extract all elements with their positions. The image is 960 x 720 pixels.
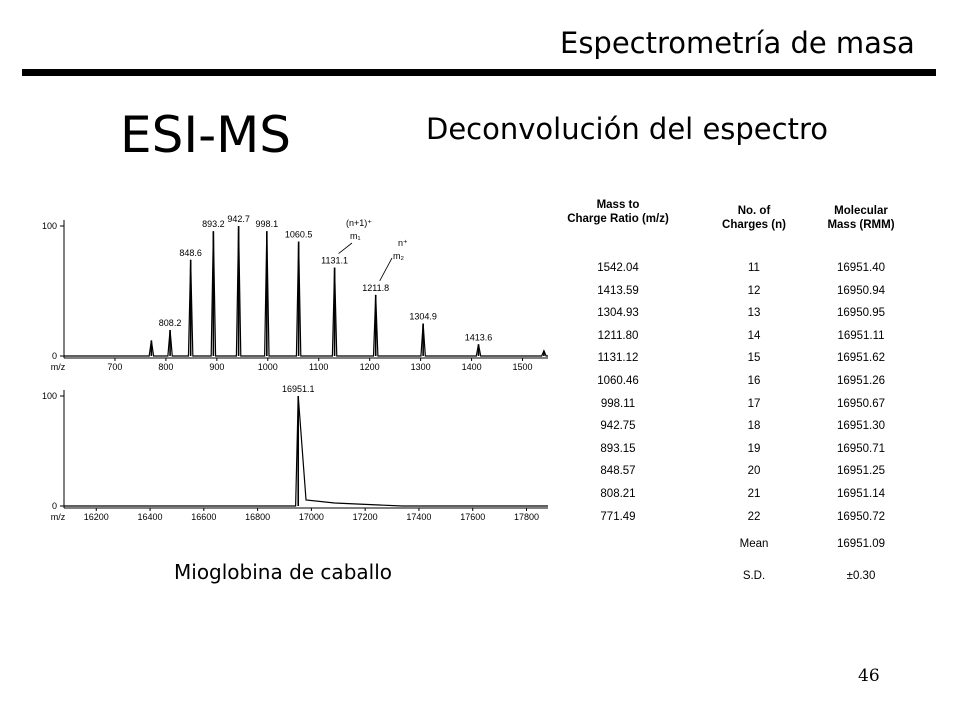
summary-label: S.D. <box>742 570 766 582</box>
x-tick-label: 1200 <box>359 362 380 372</box>
cell-mass: 16950.94 <box>837 284 885 297</box>
cell-mz: 1060.46 <box>597 375 639 387</box>
x-tick-label: 17600 <box>460 512 486 522</box>
x-tick-label: 800 <box>158 362 174 372</box>
cell-mass: 16950.72 <box>837 510 885 523</box>
x-tick-label: 17000 <box>298 512 324 522</box>
x-tick-label: 17200 <box>352 512 378 522</box>
spectrum-trace <box>64 396 548 506</box>
peak-label: 1211.8 <box>362 282 390 293</box>
peak-label: 16951.1 <box>281 384 315 394</box>
x-tick-label: 17800 <box>513 512 540 522</box>
cell-mass: 16951.30 <box>837 420 885 433</box>
charge-state-annotation: n⁺ <box>398 238 408 248</box>
cell-mz: 848.57 <box>600 465 636 478</box>
table-header-charges: No. of Charges (n) <box>722 205 786 231</box>
x-tick-label: 1400 <box>461 362 482 372</box>
cell-mz: 1413.59 <box>597 284 639 297</box>
x-tick-label: 1500 <box>512 362 533 372</box>
x-axis-label: m/z <box>50 362 66 372</box>
cell-mz: 1542.04 <box>597 262 639 274</box>
peak-label: 808.2 <box>158 318 182 328</box>
cell-mass: 16951.26 <box>837 375 885 387</box>
mass-annotation: m₁ <box>350 231 361 241</box>
cell-charges: 21 <box>747 488 761 500</box>
deconvoluted-mass-chart <box>0 0 560 540</box>
peak-label: 1060.5 <box>284 229 313 240</box>
table-header-mass: Molecular Mass (RMM) <box>827 205 895 231</box>
cell-charges: 12 <box>747 284 761 297</box>
peak-label: 1131.1 <box>321 255 349 266</box>
cell-mz: 1211.80 <box>597 329 639 342</box>
cell-mass: 16950.67 <box>837 397 885 410</box>
cell-mass: 16951.40 <box>837 262 885 274</box>
cell-mz: 1131.12 <box>597 352 639 365</box>
cell-mass: 16950.95 <box>837 307 885 320</box>
cell-charges: 17 <box>747 397 761 410</box>
x-tick-label: 1300 <box>410 362 431 372</box>
summary-value: ±0.30 <box>846 570 876 582</box>
y-tick-label: 0 <box>51 501 57 511</box>
charge-state-table <box>556 196 916 596</box>
peak-label: 1304.9 <box>409 311 437 322</box>
cell-charges: 20 <box>747 465 761 478</box>
x-tick-label: 900 <box>209 362 225 372</box>
cell-mz: 771.49 <box>600 510 636 523</box>
cell-mass: 16951.11 <box>837 329 885 342</box>
slide-title: ESI-MS <box>120 106 291 164</box>
cell-mass: 16950.71 <box>837 442 885 455</box>
cell-mz: 998.11 <box>600 397 636 410</box>
x-tick-label: 17400 <box>406 512 432 522</box>
charge-state-annotation: (n+1)⁺ <box>346 218 373 228</box>
cell-charges: 18 <box>747 420 761 433</box>
cell-mass: 16951.14 <box>837 488 885 500</box>
peak-label: 893.2 <box>202 219 225 230</box>
mass-annotation: m₂ <box>393 251 404 261</box>
cell-charges: 22 <box>747 510 761 523</box>
x-tick-label: 16800 <box>245 512 271 522</box>
cell-mz: 893.15 <box>600 442 636 455</box>
slide-subtitle: Deconvolución del espectro <box>426 112 828 146</box>
x-tick-label: 16600 <box>191 512 217 522</box>
cell-charges: 13 <box>747 307 761 320</box>
cell-charges: 14 <box>747 329 761 342</box>
x-tick-label: 16400 <box>137 512 163 522</box>
table-header-mz: Mass to Charge Ratio (m/z) <box>567 199 669 225</box>
x-tick-label: 700 <box>107 362 123 372</box>
cell-charges: 11 <box>748 262 760 274</box>
section-title: Espectrometría de masa <box>560 26 915 60</box>
page-number: 46 <box>858 666 880 686</box>
y-tick-label: 100 <box>41 221 57 231</box>
x-axis-label: m/z <box>50 512 66 522</box>
figure-caption: Mioglobina de caballo <box>174 560 392 584</box>
cell-mz: 1304.93 <box>597 307 639 320</box>
peak-label: 998.1 <box>255 219 279 230</box>
summary-value: 16951.09 <box>837 538 885 550</box>
y-tick-label: 100 <box>41 391 57 401</box>
y-tick-label: 0 <box>51 351 57 361</box>
cell-charges: 16 <box>747 375 761 387</box>
x-tick-label: 1100 <box>309 362 329 372</box>
summary-label: Mean <box>739 538 769 550</box>
peak-label: 848.6 <box>179 247 202 258</box>
cell-mass: 16951.25 <box>837 465 885 478</box>
cell-mass: 16951.62 <box>837 352 885 365</box>
cell-mz: 808.21 <box>600 488 636 500</box>
peak-label: 942.7 <box>227 214 250 224</box>
x-tick-label: 1000 <box>257 362 278 372</box>
cell-charges: 15 <box>747 352 761 365</box>
cell-mz: 942.75 <box>600 420 636 433</box>
cell-charges: 19 <box>747 442 761 455</box>
x-tick-label: 16200 <box>83 512 109 522</box>
peak-label: 1413.6 <box>464 332 493 343</box>
